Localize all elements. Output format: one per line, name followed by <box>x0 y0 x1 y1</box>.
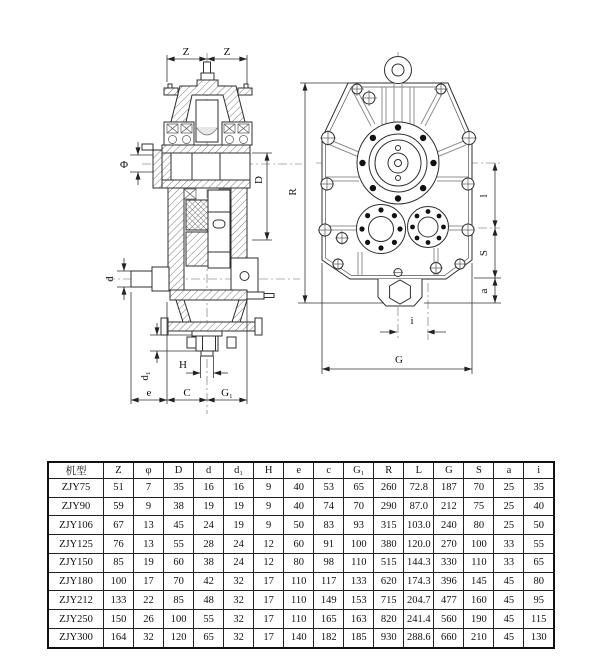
value-cell: 241.4 <box>404 610 434 629</box>
gear-section <box>186 200 208 230</box>
value-cell: 50 <box>284 516 314 535</box>
column-header: d <box>194 462 224 479</box>
shaft-nut <box>196 336 218 351</box>
dim-H <box>179 356 228 378</box>
value-cell: 35 <box>524 479 554 498</box>
dim-label-C: C <box>183 387 191 399</box>
value-cell: 67 <box>104 516 134 535</box>
column-header: G <box>434 462 464 479</box>
value-cell: 85 <box>164 591 194 610</box>
value-cell: 32 <box>224 572 254 591</box>
value-cell: 7 <box>134 479 164 498</box>
drain-boss <box>378 279 422 306</box>
value-cell: 185 <box>344 628 374 648</box>
value-cell: 65 <box>194 628 224 648</box>
value-cell: 45 <box>494 591 524 610</box>
value-cell: 100 <box>164 610 194 629</box>
model-cell: ZJY212 <box>48 591 104 610</box>
value-cell: 80 <box>284 553 314 572</box>
value-cell: 187 <box>434 479 464 498</box>
dimension-table-grid <box>47 461 555 649</box>
dim-label-S: S <box>478 249 490 257</box>
table-row <box>48 553 554 572</box>
column-header: R <box>374 462 404 479</box>
column-header: φ <box>134 462 164 479</box>
value-cell: 16 <box>224 479 254 498</box>
value-cell: 260 <box>374 479 404 498</box>
value-cell: 40 <box>284 479 314 498</box>
value-cell: 13 <box>134 535 164 554</box>
value-cell: 240 <box>434 516 464 535</box>
value-cell: 19 <box>224 497 254 516</box>
small-flange-left <box>357 205 406 254</box>
model-cell: ZJY180 <box>48 572 104 591</box>
table-row <box>48 610 554 629</box>
value-cell: 85 <box>104 553 134 572</box>
inner-gear <box>196 100 218 142</box>
dim-label-H: H <box>179 359 187 371</box>
value-cell: 17 <box>134 572 164 591</box>
value-cell: 75 <box>464 497 494 516</box>
value-cell: 70 <box>164 572 194 591</box>
value-cell: 930 <box>374 628 404 648</box>
model-cell: ZJY125 <box>48 535 104 554</box>
dim-label-a: a <box>478 288 490 294</box>
value-cell: 174.3 <box>404 572 434 591</box>
value-cell: 110 <box>284 610 314 629</box>
dim-label-D: D <box>253 176 265 184</box>
value-cell: 110 <box>344 553 374 572</box>
value-cell: 35 <box>164 479 194 498</box>
value-cell: 55 <box>524 535 554 554</box>
value-cell: 9 <box>254 516 284 535</box>
value-cell: 55 <box>194 610 224 629</box>
value-cell: 103.0 <box>404 516 434 535</box>
value-cell: 164 <box>104 628 134 648</box>
value-cell: 660 <box>434 628 464 648</box>
dimension-table <box>47 461 555 649</box>
value-cell: 22 <box>134 591 164 610</box>
dim-label-d: d <box>104 276 116 282</box>
column-header: G₁ <box>344 462 374 479</box>
value-cell: 117 <box>314 572 344 591</box>
value-cell: 32 <box>224 591 254 610</box>
table-row <box>48 479 554 498</box>
value-cell: 42 <box>194 572 224 591</box>
value-cell: 290 <box>374 497 404 516</box>
value-cell: 76 <box>104 535 134 554</box>
value-cell: 60 <box>164 553 194 572</box>
value-cell: 19 <box>224 516 254 535</box>
bell-flange-left <box>164 88 178 95</box>
value-cell: 19 <box>194 497 224 516</box>
model-cell: ZJY90 <box>48 497 104 516</box>
value-cell: 59 <box>104 497 134 516</box>
value-cell: 17 <box>254 572 284 591</box>
value-cell: 17 <box>254 591 284 610</box>
value-cell: 190 <box>464 610 494 629</box>
model-cell: ZJY250 <box>48 610 104 629</box>
value-cell: 40 <box>524 497 554 516</box>
bell-flange-right <box>238 88 252 95</box>
dim-label-phi: Φ <box>119 159 129 171</box>
value-cell: 380 <box>374 535 404 554</box>
value-cell: 120.0 <box>404 535 434 554</box>
keyway-slot <box>213 220 225 228</box>
dim-D <box>252 153 272 240</box>
value-cell: 110 <box>284 572 314 591</box>
value-cell: 83 <box>314 516 344 535</box>
value-cell: 45 <box>494 610 524 629</box>
dim-label-G1: G₁ <box>221 387 233 399</box>
value-cell: 45 <box>494 572 524 591</box>
model-cell: ZJY300 <box>48 628 104 648</box>
value-cell: 560 <box>434 610 464 629</box>
small-flange-right <box>408 207 449 248</box>
value-cell: 144.3 <box>404 553 434 572</box>
value-cell: 24 <box>194 516 224 535</box>
value-cell: 24 <box>224 553 254 572</box>
value-cell: 153 <box>344 591 374 610</box>
value-cell: 288.6 <box>404 628 434 648</box>
value-cell: 9 <box>254 497 284 516</box>
value-cell: 315 <box>374 516 404 535</box>
value-cell: 212 <box>434 497 464 516</box>
value-cell: 91 <box>314 535 344 554</box>
value-cell: 100 <box>104 572 134 591</box>
value-cell: 32 <box>224 610 254 629</box>
value-cell: 210 <box>464 628 494 648</box>
value-cell: 33 <box>494 553 524 572</box>
value-cell: 28 <box>194 535 224 554</box>
value-cell: 32 <box>134 628 164 648</box>
value-cell: 50 <box>524 516 554 535</box>
value-cell: 40 <box>284 497 314 516</box>
side-view-drawing <box>104 46 302 414</box>
value-cell: 715 <box>374 591 404 610</box>
bearing-block-left <box>164 122 194 145</box>
table-row <box>48 591 554 610</box>
value-cell: 115 <box>524 610 554 629</box>
value-cell: 53 <box>314 479 344 498</box>
value-cell: 13 <box>134 516 164 535</box>
column-header: S <box>464 462 494 479</box>
value-cell: 70 <box>344 497 374 516</box>
value-cell: 19 <box>134 553 164 572</box>
model-cell: ZJY106 <box>48 516 104 535</box>
column-header: a <box>494 462 524 479</box>
column-header: H <box>254 462 284 479</box>
value-cell: 149 <box>314 591 344 610</box>
value-cell: 820 <box>374 610 404 629</box>
value-cell: 12 <box>254 553 284 572</box>
table-header-row <box>48 462 554 479</box>
value-cell: 110 <box>284 591 314 610</box>
value-cell: 98 <box>314 553 344 572</box>
value-cell: 204.7 <box>404 591 434 610</box>
value-cell: 48 <box>194 591 224 610</box>
value-cell: 145 <box>464 572 494 591</box>
input-shaft <box>131 267 169 291</box>
value-cell: 110 <box>464 553 494 572</box>
value-cell: 160 <box>464 591 494 610</box>
model-cell: ZJY75 <box>48 479 104 498</box>
column-header: c <box>314 462 344 479</box>
value-cell: 95 <box>524 591 554 610</box>
value-cell: 396 <box>434 572 464 591</box>
value-cell: 74 <box>314 497 344 516</box>
value-cell: 60 <box>284 535 314 554</box>
value-cell: 133 <box>104 591 134 610</box>
table-row <box>48 628 554 648</box>
value-cell: 93 <box>344 516 374 535</box>
column-header: D <box>164 462 194 479</box>
value-cell: 182 <box>314 628 344 648</box>
bolt-icon <box>393 269 403 277</box>
value-cell: 55 <box>164 535 194 554</box>
value-cell: 25 <box>494 516 524 535</box>
value-cell: 9 <box>254 479 284 498</box>
value-cell: 33 <box>494 535 524 554</box>
value-cell: 270 <box>434 535 464 554</box>
value-cell: 65 <box>344 479 374 498</box>
column-header: e <box>284 462 314 479</box>
value-cell: 100 <box>344 535 374 554</box>
dim-label-G: G <box>395 354 403 366</box>
value-cell: 515 <box>374 553 404 572</box>
value-cell: 140 <box>284 628 314 648</box>
dim-label-L: l <box>478 194 490 198</box>
value-cell: 45 <box>164 516 194 535</box>
value-cell: 45 <box>494 628 524 648</box>
bearing-block-right <box>222 122 252 145</box>
dim-label-R: R <box>287 188 299 196</box>
column-header: i <box>524 462 554 479</box>
value-cell: 65 <box>524 553 554 572</box>
dim-label-z-right: Z <box>223 46 231 58</box>
value-cell: 16 <box>194 479 224 498</box>
value-cell: 38 <box>194 553 224 572</box>
column-header: d₁ <box>224 462 254 479</box>
front-view-drawing <box>287 52 501 374</box>
value-cell: 165 <box>314 610 344 629</box>
dim-i <box>380 315 446 332</box>
value-cell: 80 <box>464 516 494 535</box>
dim-label-d1: d₁ <box>139 371 151 381</box>
dim-label-z-left: Z <box>182 46 190 58</box>
value-cell: 130 <box>524 628 554 648</box>
value-cell: 12 <box>254 535 284 554</box>
value-cell: 72.8 <box>404 479 434 498</box>
dim-label-e: e <box>146 387 152 399</box>
value-cell: 80 <box>524 572 554 591</box>
column-header: Z <box>104 462 134 479</box>
table-row <box>48 572 554 591</box>
value-cell: 100 <box>464 535 494 554</box>
value-cell: 26 <box>134 610 164 629</box>
top-shaft-tip <box>204 62 211 74</box>
value-cell: 620 <box>374 572 404 591</box>
dim-label-i: i <box>410 315 414 327</box>
value-cell: 32 <box>224 628 254 648</box>
main-flange <box>357 122 439 204</box>
value-cell: 120 <box>164 628 194 648</box>
value-cell: 133 <box>344 572 374 591</box>
column-header: L <box>404 462 434 479</box>
value-cell: 9 <box>134 497 164 516</box>
value-cell: 17 <box>254 628 284 648</box>
value-cell: 150 <box>104 610 134 629</box>
value-cell: 87.0 <box>404 497 434 516</box>
value-cell: 17 <box>254 610 284 629</box>
table-row <box>48 516 554 535</box>
value-cell: 24 <box>224 535 254 554</box>
value-cell: 477 <box>434 591 464 610</box>
value-cell: 330 <box>434 553 464 572</box>
value-cell: 25 <box>494 497 524 516</box>
table-row <box>48 497 554 516</box>
value-cell: 25 <box>494 479 524 498</box>
value-cell: 51 <box>104 479 134 498</box>
value-cell: 38 <box>164 497 194 516</box>
value-cell: 70 <box>464 479 494 498</box>
table-row <box>48 535 554 554</box>
column-header: 机型 <box>48 462 104 479</box>
lifting-eye <box>385 57 412 84</box>
value-cell: 163 <box>344 610 374 629</box>
model-cell: ZJY150 <box>48 553 104 572</box>
output-hub <box>142 144 250 188</box>
